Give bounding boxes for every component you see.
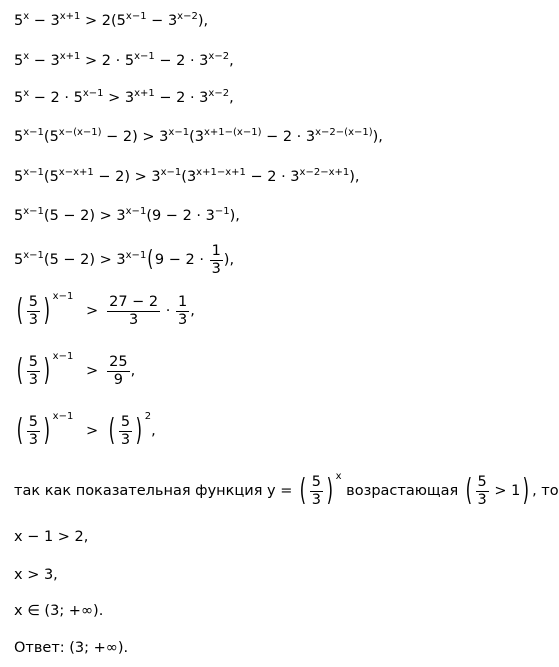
exponent: x−1 — [23, 127, 44, 138]
exponent: x−2−(x−1) — [315, 127, 373, 138]
exponent: x−1 — [82, 88, 104, 99]
explanation-line — [14, 471, 559, 509]
exponent: x−1 — [52, 411, 74, 422]
term: ), — [223, 252, 235, 269]
big-paren-open: ( — [16, 293, 24, 329]
fraction — [27, 294, 40, 328]
fraction — [119, 414, 132, 448]
denominator: 3 — [311, 491, 321, 508]
numerator: 5 — [311, 474, 321, 490]
term: 5 — [14, 208, 24, 224]
big-paren-close: ) — [326, 473, 334, 509]
term: 5 — [14, 169, 24, 185]
fraction — [27, 414, 40, 448]
fraction — [176, 294, 189, 328]
big-paren-open: ( — [16, 353, 24, 389]
equation-line-13: x > 3, — [14, 567, 58, 583]
big-paren-open: ( — [16, 413, 24, 449]
exponent: x−1 — [23, 206, 44, 217]
term: − 3 — [29, 13, 60, 29]
equation-line-14: x ∈ (3; +∞). — [14, 603, 104, 619]
equation-line-12: x − 1 > 2, — [14, 529, 89, 545]
exponent: x — [23, 51, 30, 62]
big-paren-open: ( — [108, 413, 116, 449]
numerator: 1 — [211, 243, 221, 259]
term: (3 — [181, 169, 197, 185]
term: 5 — [14, 129, 24, 145]
fraction — [310, 474, 323, 508]
big-paren: ( — [147, 247, 154, 273]
greater-sign: > — [85, 303, 99, 320]
exponent: x+1 — [59, 11, 81, 22]
term: − 2) > 3 — [101, 129, 169, 145]
denominator: 3 — [211, 260, 221, 277]
big-paren-close: ) — [522, 473, 530, 509]
term: (5 − 2) > 3 — [43, 208, 126, 224]
answer-line: Ответ: (3; +∞). — [14, 640, 129, 656]
big-paren-close: ) — [43, 293, 51, 329]
exponent: x−1 — [52, 351, 74, 362]
numerator: 27 − 2 — [109, 294, 159, 310]
fraction — [107, 294, 160, 328]
exponent: x−1 — [125, 250, 147, 262]
exponent: x−2 — [208, 51, 230, 62]
equation-line-8 — [14, 291, 195, 329]
exponent: x−1 — [125, 206, 147, 217]
exponent: 2 — [144, 411, 152, 422]
term: ), — [349, 169, 360, 185]
exponent: x−1 — [168, 127, 190, 138]
term: (9 − 2 · 3 — [146, 208, 215, 224]
term: ), — [372, 129, 383, 145]
exponent: x−(x−1) — [58, 127, 102, 138]
exponent: x — [23, 11, 30, 22]
term: − 2 · 3 — [154, 90, 209, 106]
numerator: 5 — [28, 294, 38, 310]
denominator: 3 — [120, 431, 131, 448]
big-paren-open: ( — [299, 473, 307, 509]
equation-line-4 — [14, 127, 383, 145]
denominator: 3 — [129, 311, 139, 328]
big-paren-open: ( — [465, 473, 472, 509]
term: > 2(5 — [80, 13, 126, 29]
exponent: x−1 — [134, 51, 155, 62]
exponent: −1 — [214, 206, 230, 217]
numerator: 5 — [477, 474, 487, 490]
greater-sign: > — [85, 363, 99, 380]
numerator: 5 — [28, 354, 38, 370]
term: · — [161, 303, 175, 320]
exponent: x−1 — [23, 250, 44, 262]
term: 5 — [14, 90, 24, 106]
equation-line-10 — [14, 411, 156, 449]
numerator: 1 — [177, 294, 188, 310]
denominator: 3 — [477, 491, 487, 508]
fraction — [27, 354, 40, 388]
exponent: x−1 — [125, 11, 147, 22]
denominator: 9 — [113, 371, 123, 388]
text: так как показательная функция y = — [14, 483, 297, 500]
equation-line-5 — [14, 167, 360, 185]
term: − 2 · 3 — [154, 53, 209, 69]
term: 5 — [14, 252, 24, 269]
text: , то — [532, 483, 559, 500]
term: − 2 · 5 — [29, 90, 83, 106]
term: − 3 — [146, 13, 178, 29]
denominator: 3 — [28, 431, 38, 448]
term: (5 — [43, 129, 59, 145]
exponent: x−2 — [177, 11, 198, 22]
numerator: 5 — [120, 414, 131, 430]
term: 5 — [14, 53, 24, 69]
term: , — [190, 303, 195, 320]
exponent: x−2−x+1 — [299, 167, 350, 178]
term: > 3 — [103, 90, 135, 106]
term: , — [229, 53, 234, 69]
term: , — [151, 423, 156, 440]
equation-line-6 — [14, 206, 240, 224]
term: − 2 · 3 — [261, 129, 316, 145]
term: ), — [197, 13, 209, 29]
term: 9 − 2 · — [154, 252, 209, 269]
exponent: x−1 — [160, 167, 182, 178]
term: ), — [229, 208, 240, 224]
term: > 2 · 5 — [80, 53, 135, 69]
fraction — [210, 243, 223, 277]
denominator: 3 — [28, 311, 38, 328]
exponent: x+1−x+1 — [196, 167, 246, 178]
big-paren-close: ) — [135, 413, 143, 449]
exponent: x — [335, 471, 342, 482]
equation-line-9 — [14, 351, 136, 389]
exponent: x−1 — [23, 167, 44, 178]
fraction — [476, 474, 489, 508]
term: − 2 · 3 — [245, 169, 300, 185]
equation-line-7 — [14, 243, 234, 277]
numerator: 25 — [109, 354, 128, 370]
denominator: 3 — [177, 311, 188, 328]
exponent: x — [23, 88, 30, 99]
exponent: x−x+1 — [58, 167, 94, 178]
exponent: x−1 — [52, 291, 74, 302]
fraction — [107, 354, 129, 388]
greater-sign: > — [85, 423, 99, 440]
term: − 2) > 3 — [93, 169, 161, 185]
text: возрастающая — [341, 483, 463, 500]
big-paren-close: ) — [43, 353, 51, 389]
numerator: 5 — [28, 414, 38, 430]
equation-line-3 — [14, 88, 234, 106]
term: (3 — [189, 129, 204, 145]
term: (5 − 2) > 3 — [43, 252, 126, 269]
term: , — [229, 90, 234, 106]
exponent: x+1−(x−1) — [203, 127, 262, 138]
denominator: 3 — [28, 371, 38, 388]
exponent: x+1 — [59, 51, 81, 62]
exponent: x+1 — [134, 88, 155, 99]
term: , — [130, 363, 136, 380]
exponent: x−2 — [208, 88, 230, 99]
term: (5 — [43, 169, 59, 185]
equation-line-2 — [14, 51, 234, 69]
term: − 3 — [29, 53, 60, 69]
text: > 1 — [489, 483, 521, 500]
term: 5 — [14, 13, 24, 29]
big-paren-close: ) — [43, 413, 51, 449]
equation-line-1 — [14, 11, 209, 29]
